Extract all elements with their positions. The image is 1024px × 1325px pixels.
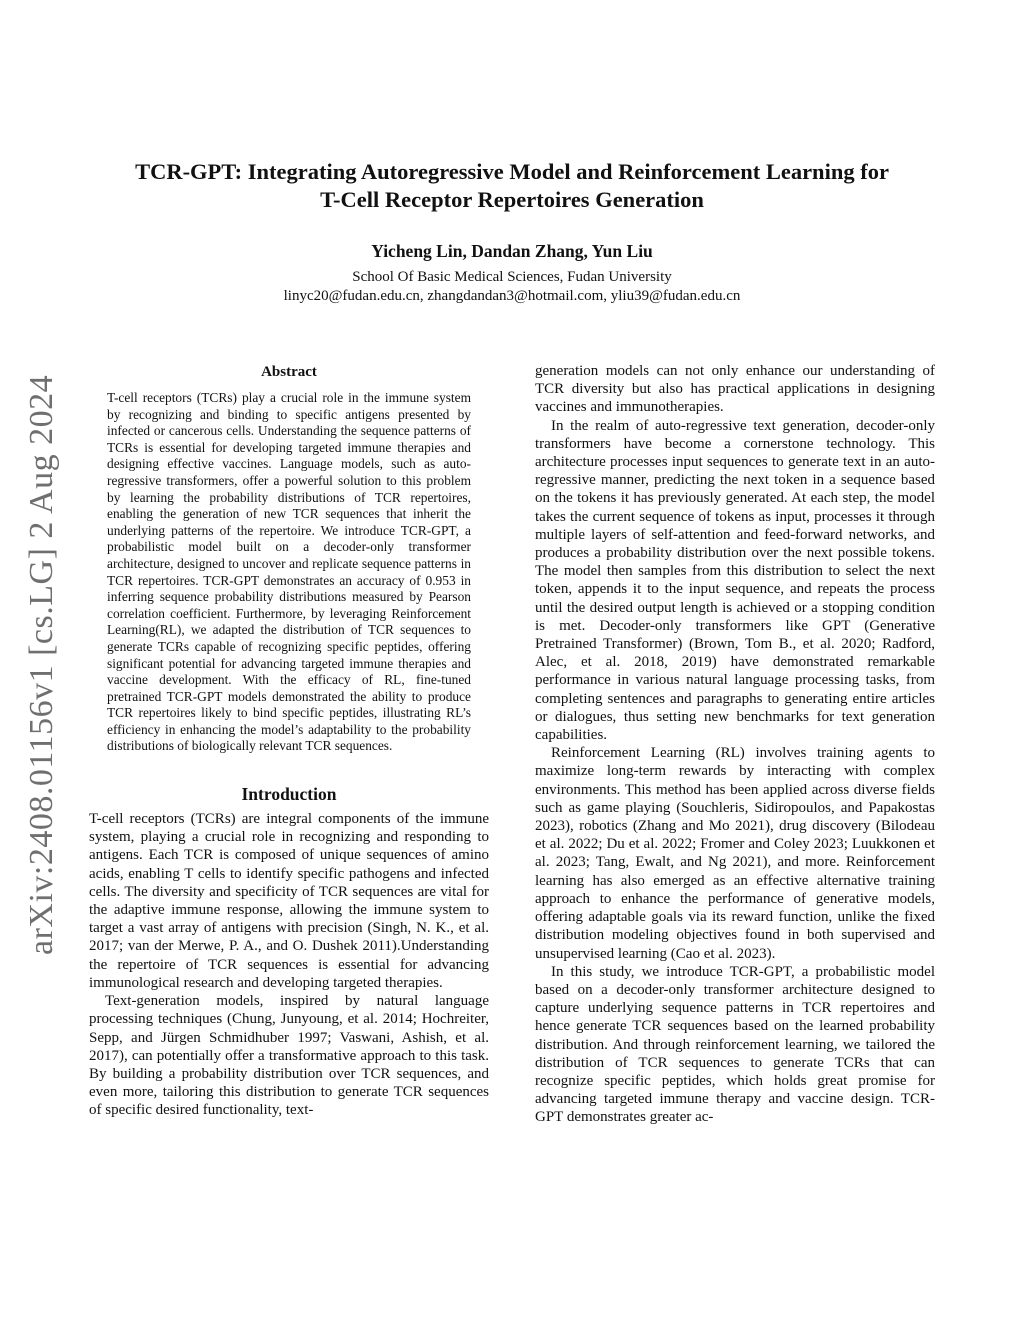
author-emails: linyc20@fudan.edu.cn, zhangdandan3@hotmail.com, yliu39@fudan.edu.cn xyxy=(283,288,741,304)
left-column xyxy=(89,362,489,1120)
paper-title-line-1: TCR-GPT: Integrating Autoregressive Model and Reinforcement Learning for xyxy=(135,159,889,184)
abstract-section xyxy=(89,362,489,755)
abstract-text: T-cell receptors (TCRs) play a crucial role in the immune system by recognizing and binding to specific antigens presented by infected or cancerous cells. Understanding the sequence patterns of TCRs is essential for developing targeted immune therapies and designing effective vaccines. Language models, such as auto-regressive transformers, offer a powerful solution to this problem by learning the probability distributions of TCR repertoires, enabling the generation of new TCR sequences that inherit the underlying patterns of the repertoire. We introduce TCR-GPT, a probabilistic model built on a decoder-only transformer architecture, designed to uncover and replicate sequence patterns in TCR repertoires. TCR-GPT demonstrates an accuracy of 0.953 in inferring sequence probability distributions measured by Pearson correlation coefficient. Furthermore, by leveraging Reinforcement Learning(RL), we adapted the distribution of TCR sequences to generate TCRs capable of recognizing specific peptides, offering significant potential for advancing targeted immune therapies and vaccine development. With the efficacy of RL, fine-tuned pretrained TCR-GPT models demonstrated the ability to produce TCR repertoires likely to bind specific peptides, illustrating RL’s efficiency in enhancing the model’s adaptability to the probability distributions of biologically relevant TCR sequences. xyxy=(107,390,471,754)
body-paragraph: In the realm of auto-regressive text generation, decoder-only transformers have become a cornerstone technology. This architecture processes input sequences to generate text in an auto-regressive manner, predicting the next token in a sequence based on the tokens it has previously generated. At each step, the model takes the current sequence of tokens as input, processes it through multiple layers of self-attention and feed-forward networks, and produces a probability distribution over the next possible tokens. The model then samples from this distribution to select the next token, appends it to the input sequence, and repeats the process until the desired output length is achieved or a stopping condition is met. Decoder-only transformers like GPT (Generative Pretrained Transformer) (Brown, Tom B., et al. 2020; Radford, Alec, et al. 2018, 2019) have demonstrated remarkable performance in various natural language processing tasks, from completing sentences and paragraphs to generating entire articles or dialogues, thus setting new benchmarks for text generation capabilities. xyxy=(535,417,935,744)
body-paragraph: In this study, we introduce TCR-GPT, a probabilistic model based on a decoder-only transformer architecture designed to capture underlying sequence patterns in TCR repertoires and hence generate TCR sequences based on the learned probability distribution. And through reinforcement learning, we tailored the distribution of TCR sequences to generate TCRs that can recognize specific peptides, which holds great promise for advancing targeted immune therapy and vaccine design. TCR-GPT demonstrates greater ac- xyxy=(535,963,935,1126)
body-paragraph: Reinforcement Learning (RL) involves training agents to maximize long-term rewards by interacting with complex environments. This method has been applied across diverse fields such as game playing (Souchleris, Sidiropoulos, and Papakostas 2023), robotics (Zhang and Mo 2021), drug discovery (Bilodeau et al. 2022; Du et al. 2022; Fromer and Coley 2023; Luukkonen et al. 2023; Tang, Ewalt, and Ng 2021), and more. Reinforcement learning has also emerged as an effective alternative training approach to enhance the performance of generative models, offering adaptable goals via its reward function, unlike the fixed distribution modeling objectives found in both supervised and unsupervised learning (Cao et al. 2023). xyxy=(535,745,935,962)
arxiv-identifier-text: arXiv:2408.01156v1 [cs.LG] 2 Aug 2024 xyxy=(23,374,60,955)
paper-title-line-2: T-Cell Receptor Repertoires Generation xyxy=(320,187,704,212)
author-affiliation: School Of Basic Medical Sciences, Fudan University xyxy=(352,269,672,285)
right-column xyxy=(535,362,935,1127)
paper-header xyxy=(90,158,934,306)
author-list: Yicheng Lin, Dandan Zhang, Yun Liu xyxy=(371,241,653,261)
introduction-heading: Introduction xyxy=(241,784,337,805)
introduction-paragraph: T-cell receptors (TCRs) are integral components of the immune system, playing a crucial role in recognizing and responding to antigens. Each TCR is composed of unique sequences of amino acids, enabling T cells to identify specific pathogens and infected cells. The diversity and specificity of TCR sequences are vital for the adaptive immune response, allowing the immune system to target a vast array of antigens with precision (Singh, N. K., et al. 2017; van der Merwe, P. A., and O. Dushek 2011).Understanding the repertoire of TCR sequences is essential for advancing immunological research and developing targeted therapies. xyxy=(89,811,489,991)
arxiv-identifier-stamp xyxy=(18,355,66,955)
paper-title xyxy=(90,158,934,214)
abstract-heading: Abstract xyxy=(261,364,317,380)
body-paragraph: generation models can not only enhance our understanding of TCR diversity but also has practical applications in designing vaccines and immunotherapies. xyxy=(535,363,935,416)
introduction-paragraph: Text-generation models, inspired by natural language processing techniques (Chung, Junyoung, et al. 2014; Hochreiter, Sepp, and Jürgen Schmidhuber 1997; Vaswani, Ashish, et al. 2017), can potentially offer a transformative approach to this task. By building a probability distribution over TCR sequences, and even more, tailoring this distribution to generate TCR sequences of specific desired functionality, text- xyxy=(89,993,489,1119)
introduction-section xyxy=(89,783,489,1119)
